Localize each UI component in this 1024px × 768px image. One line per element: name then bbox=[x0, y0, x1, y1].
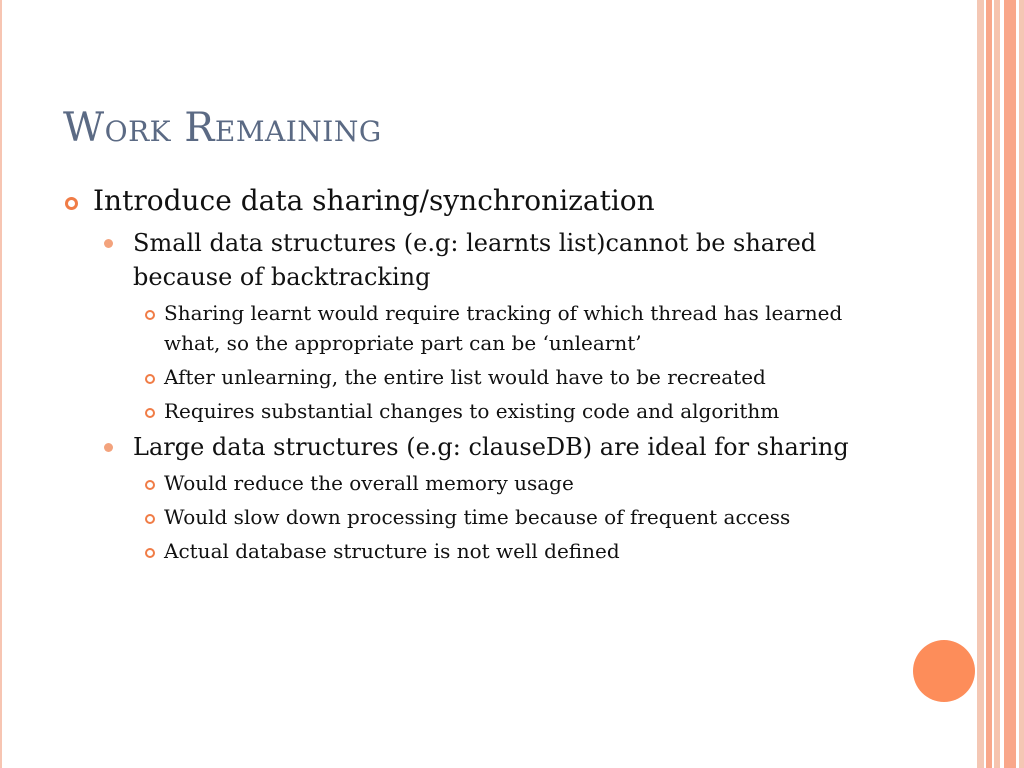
bullet-text: Would reduce the overall memory usage bbox=[164, 471, 574, 495]
bullet-text: Requires substantial changes to existing code and algorithm bbox=[164, 399, 780, 423]
ring-bullet-icon bbox=[145, 514, 155, 524]
ring-bullet-icon bbox=[145, 310, 155, 320]
bullet-level3 bbox=[145, 396, 863, 426]
decorative-stripe bbox=[1019, 0, 1024, 768]
decorative-stripe bbox=[1004, 0, 1016, 768]
bullet-text: Would slow down processing time because of frequent access bbox=[164, 505, 791, 529]
decorative-stripe bbox=[994, 0, 1000, 768]
bullet-level2 bbox=[104, 226, 863, 294]
bullet-text: Large data structures (e.g: clauseDB) are ideal for sharing bbox=[133, 433, 849, 461]
bullet-level2 bbox=[104, 430, 863, 464]
dot-bullet-icon bbox=[104, 239, 113, 248]
ring-bullet-icon bbox=[145, 374, 155, 384]
bullet-level3 bbox=[145, 468, 863, 498]
ring-bullet-icon bbox=[145, 480, 155, 490]
bullet-level3 bbox=[145, 298, 863, 358]
left-border-line bbox=[0, 0, 2, 768]
bullet-text: Actual database structure is not well defined bbox=[164, 539, 620, 563]
bullet-text: Small data structures (e.g: learnts list)cannot be shared because of backtracking bbox=[133, 229, 817, 291]
decorative-stripe bbox=[986, 0, 992, 768]
ring-bullet-icon bbox=[145, 408, 155, 418]
bullet-text: Introduce data sharing/synchronization bbox=[93, 184, 655, 217]
ring-bullet-icon bbox=[145, 548, 155, 558]
bullet-level3 bbox=[145, 362, 863, 392]
dot-bullet-icon bbox=[104, 443, 113, 452]
decorative-stripe bbox=[977, 0, 984, 768]
bullet-text: After unlearning, the entire list would have to be recreated bbox=[164, 365, 766, 389]
bullet-level3 bbox=[145, 536, 863, 566]
slide-title: Work Remaining bbox=[63, 105, 382, 151]
decorative-circle bbox=[913, 640, 975, 702]
bullet-level3 bbox=[145, 502, 863, 532]
bullet-list bbox=[63, 184, 863, 566]
bullet-level1 bbox=[63, 184, 863, 218]
bullet-text: Sharing learnt would require tracking of which thread has learned what, so the appropriate part can be ‘unlearnt’ bbox=[164, 301, 843, 355]
ring-bullet-icon bbox=[65, 197, 78, 210]
